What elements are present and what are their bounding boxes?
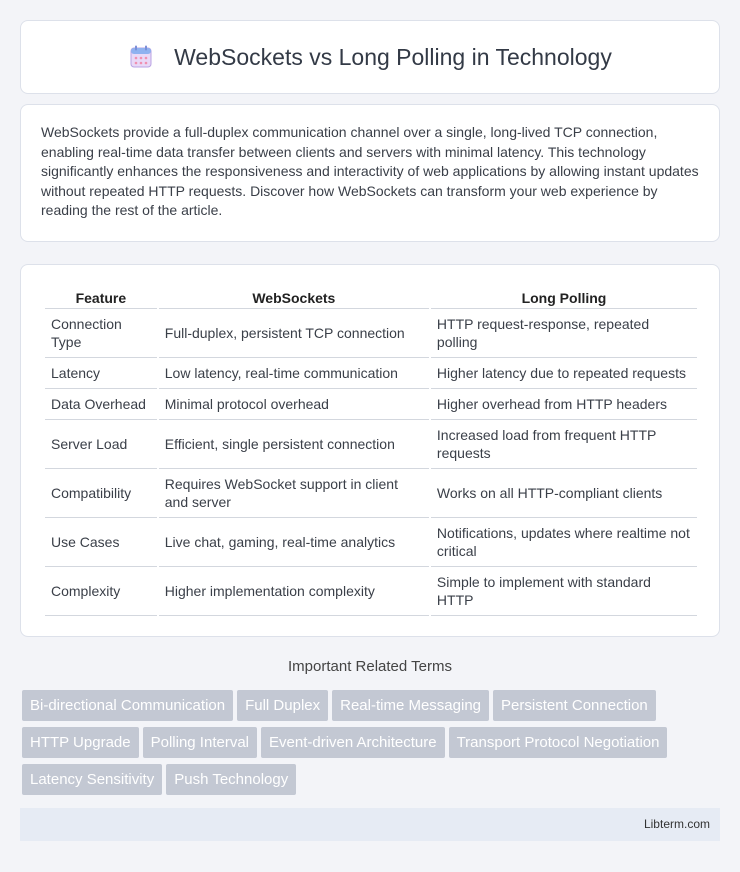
column-header-websockets: WebSockets bbox=[159, 285, 429, 309]
column-header-long-polling: Long Polling bbox=[431, 285, 697, 309]
related-term-tag[interactable]: Latency Sensitivity bbox=[22, 764, 162, 795]
comparison-table bbox=[43, 285, 699, 616]
table-cell: Compatibility bbox=[45, 469, 157, 518]
column-header-feature: Feature bbox=[45, 285, 157, 309]
table-cell: Higher latency due to repeated requests bbox=[431, 358, 697, 389]
comparison-table-card bbox=[20, 264, 720, 637]
table-cell: Minimal protocol overhead bbox=[159, 389, 429, 420]
footer bbox=[20, 808, 720, 841]
related-terms-title: Important Related Terms bbox=[288, 658, 452, 675]
page-title: WebSockets vs Long Polling in Technology bbox=[174, 43, 612, 70]
table-cell: Requires WebSocket support in client and server bbox=[159, 469, 429, 518]
table-cell: Increased load from frequent HTTP requests bbox=[431, 420, 697, 469]
related-term-tag[interactable]: Bi-directional Communication bbox=[22, 690, 233, 721]
table-cell: Higher overhead from HTTP headers bbox=[431, 389, 697, 420]
table-cell: Full-duplex, persistent TCP connection bbox=[159, 309, 429, 358]
related-term-tag[interactable]: HTTP Upgrade bbox=[22, 727, 139, 758]
table-header-row bbox=[45, 285, 697, 309]
footer-site-link[interactable]: Libterm.com bbox=[643, 817, 710, 831]
table-cell: HTTP request-response, repeated polling bbox=[431, 309, 697, 358]
table-row bbox=[45, 420, 697, 469]
related-term-tag[interactable]: Persistent Connection bbox=[493, 690, 656, 721]
table-cell: Use Cases bbox=[45, 518, 157, 567]
calendar-icon bbox=[128, 44, 154, 70]
table-cell: Notifications, updates where realtime not critical bbox=[431, 518, 697, 567]
table-cell: Simple to implement with standard HTTP bbox=[431, 567, 697, 616]
related-term-tag[interactable]: Polling Interval bbox=[143, 727, 257, 758]
table-cell: Low latency, real-time communication bbox=[159, 358, 429, 389]
related-term-tag[interactable]: Push Technology bbox=[166, 764, 296, 795]
table-cell: Latency bbox=[45, 358, 157, 389]
related-term-tag[interactable]: Transport Protocol Negotiation bbox=[449, 727, 668, 758]
table-cell: Server Load bbox=[45, 420, 157, 469]
table-row bbox=[45, 358, 697, 389]
intro-paragraph: WebSockets provide a full-duplex communication channel over a single, long-lived TCP connection, enabling real-time data transfer between clients and servers with minimal latency. This technology significantly enhances the responsiveness and interactivity of web applications by allowing instant updates without repeated HTTP requests. Discover how WebSockets can transform your web experience by reading the rest of the article. bbox=[41, 124, 699, 218]
related-term-tag[interactable]: Full Duplex bbox=[237, 690, 328, 721]
table-cell: Complexity bbox=[45, 567, 157, 616]
table-cell: Higher implementation complexity bbox=[159, 567, 429, 616]
table-row bbox=[45, 567, 697, 616]
intro-card bbox=[20, 104, 720, 242]
related-terms-list bbox=[22, 690, 722, 801]
table-row bbox=[45, 309, 697, 358]
table-cell: Efficient, single persistent connection bbox=[159, 420, 429, 469]
table-cell: Live chat, gaming, real-time analytics bbox=[159, 518, 429, 567]
title-card bbox=[20, 20, 720, 94]
table-row bbox=[45, 518, 697, 567]
table-cell: Works on all HTTP-compliant clients bbox=[431, 469, 697, 518]
table-row bbox=[45, 469, 697, 518]
table-cell: Connection Type bbox=[45, 309, 157, 358]
related-term-tag[interactable]: Event-driven Architecture bbox=[261, 727, 445, 758]
table-row bbox=[45, 389, 697, 420]
table-cell: Data Overhead bbox=[45, 389, 157, 420]
related-term-tag[interactable]: Real-time Messaging bbox=[332, 690, 489, 721]
